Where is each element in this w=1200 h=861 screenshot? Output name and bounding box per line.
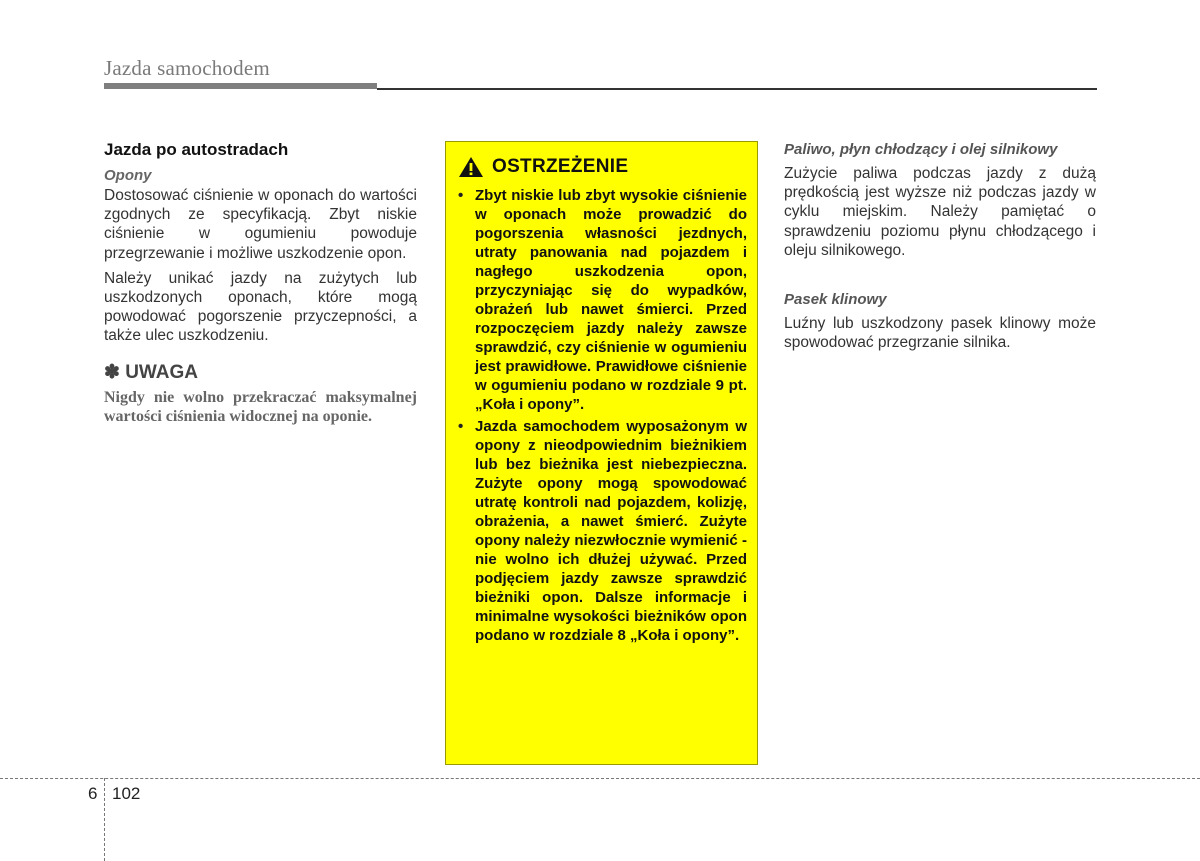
- footer-divider: [0, 778, 1200, 779]
- warning-item-text: Zbyt niskie lub zbyt wysokie ciśnienie w oponach może prowadzić do pogorszenia własności jezdnych, utraty panowania nad pojazdem i nagłego uszkodzenia opon, przyczyniając się do wypadków, obrażeń lub nawet śmierci. Przed rozpoczęciem jazdy należy zawsze sprawdzić, czy ciśnienie w ogumieniu jest prawidłowe. Prawidłowe ciśnienie w ogumieniu podano w rozdziale 9 pt. „Koła i opony”.: [475, 187, 747, 413]
- warning-title: OSTRZEŻENIE: [492, 156, 629, 177]
- bullet-icon: •: [458, 418, 464, 435]
- warning-item-text: Jazda samochodem wyposażonym w opony z nieodpowiednim bieżnikiem lub bez bieżnika jest niebezpieczna. Zużyte opony mogą spowodować utratę kontroli nad pojazdem, kolizję, obrażenia, a nawet śmierć. Zużyte opony należy niezwłocznie wymienić - nie wolno ich dłużej używać. Przed podjęciem jazdy zawsze sprawdzić bieżniki opon. Dalsze informacje i minimalne wysokości bieżników opon podano w rozdziale 8 „Koła i opony”.: [475, 418, 747, 644]
- spacer: [784, 266, 1096, 290]
- subheading-opony: Opony: [104, 167, 152, 184]
- paragraph-v-belt: Luźny lub uszkodzony pasek klinowy może spowodować przegrzanie silnika.: [784, 315, 1096, 352]
- warning-item: [458, 186, 747, 414]
- note-text: Nigdy nie wolno przekraczać maksymalnej wartości ciśnienia widocznej na oponie.: [104, 388, 417, 425]
- paragraph-fuel-consumption: Zużycie paliwa podczas jazdy z dużą prędkością jest wyższe niż podczas jazdy w cyklu miejskim. Należy pamiętać o sprawdzeniu poziomu płynu chłodzącego i oleju silnikowego.: [784, 165, 1096, 259]
- chapter-number: 6: [88, 784, 98, 803]
- footer-vertical-divider: [104, 778, 105, 861]
- section-heading: Jazda po autostradach: [104, 140, 289, 159]
- warning-triangle-icon: [458, 156, 484, 178]
- warning-item: [458, 417, 747, 645]
- warning-box: [445, 141, 758, 765]
- subheading-v-belt: Pasek klinowy: [784, 291, 887, 309]
- warning-list: [458, 186, 747, 645]
- page-number: 102: [112, 784, 141, 803]
- header-rule-thick: [104, 83, 377, 89]
- right-column: [784, 140, 1096, 358]
- left-column: [104, 140, 417, 426]
- bullet-icon: •: [458, 187, 464, 204]
- header-rule-thin: [377, 88, 1097, 90]
- paragraph-worn-tires: Należy unikać jazdy na zużytych lub uszkodzonych oponach, które mogą powodować pogorszenie przyczepności, a także ulec uszkodzeniu.: [104, 269, 417, 345]
- note-title: ✽ UWAGA: [104, 361, 199, 383]
- paragraph-tire-pressure: Dostosować ciśnienie w oponach do wartości zgodnych ze specyfikacją. Zbyt niskie ciśnienie w ogumieniu powoduje przegrzewanie i możliwe uszkodzenie opon.: [104, 187, 417, 262]
- warning-header: [458, 156, 747, 178]
- header-title: Jazda samochodem: [104, 56, 270, 80]
- subheading-fuel-coolant-oil: Paliwo, płyn chłodzący i olej silnikowy: [784, 141, 1058, 158]
